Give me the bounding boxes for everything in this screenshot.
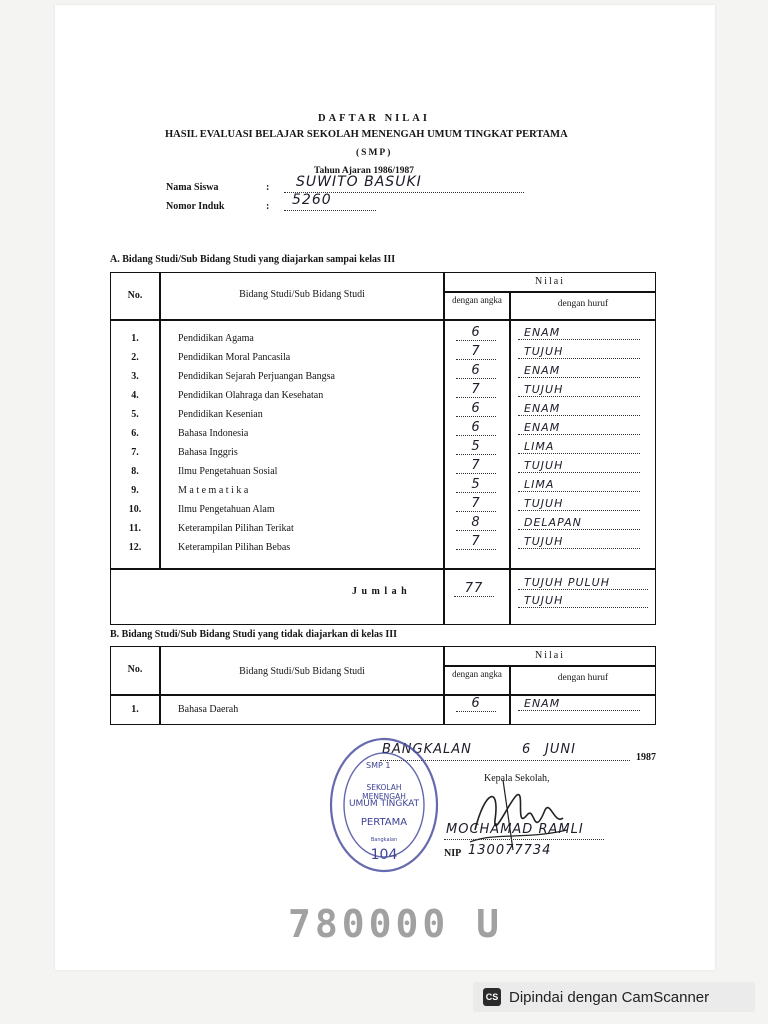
subject-name: Ilmu Pengetahuan Alam — [178, 504, 275, 515]
row-number: 12. — [128, 542, 142, 553]
subject-name: Ilmu Pengetahuan Sosial — [178, 466, 278, 477]
student-id-value: 5260 — [292, 192, 332, 208]
col-header-subject: Bidang Studi/Sub Bidang Studi — [239, 666, 365, 677]
student-id-label: Nomor Induk — [166, 201, 225, 212]
student-name-label: Nama Siswa — [166, 182, 219, 193]
camscanner-text: Dipindai dengan CamScanner — [509, 988, 710, 1006]
total-words-line2: TUJUH — [518, 594, 648, 608]
grade-words: LIMA — [518, 440, 640, 454]
document-level: (SMP) — [356, 148, 393, 158]
section-b-heading: B. Bidang Studi/Sub Bidang Studi yang tidak diajarkan di kelas III — [110, 629, 398, 640]
grade-words: ENAM — [518, 421, 640, 435]
signature-day: 6 — [522, 742, 532, 757]
grade-words: TUJUH — [518, 459, 640, 473]
grade-number: 6 — [456, 326, 496, 341]
row-number: 1. — [131, 333, 139, 344]
grade-number: 7 — [456, 497, 496, 512]
grade-number: 5 — [456, 440, 496, 455]
subject-name: Keterampilan Pilihan Terikat — [178, 523, 294, 534]
section-a-heading: A. Bidang Studi/Sub Bidang Studi yang diajarkan sampai kelas III — [110, 254, 396, 265]
document-subtitle: HASIL EVALUASI BELAJAR SEKOLAH MENENGAH UMUM TINGKAT PERTAMA — [165, 129, 568, 140]
subject-name: Pendidikan Moral Pancasila — [178, 352, 291, 363]
grade-words: DELAPAN — [518, 516, 640, 530]
colon: : — [266, 201, 270, 212]
col-header-angka: dengan angka — [452, 669, 502, 679]
stamp-line1: SEKOLAH MENENGAH — [362, 783, 406, 801]
col-header-huruf: dengan huruf — [557, 299, 609, 309]
grade-words: TUJUH — [518, 383, 640, 397]
col-header-no: No. — [127, 664, 143, 675]
subject-name: Keterampilan Pilihan Bebas — [178, 542, 291, 553]
subject-name: Bahasa Inggris — [178, 447, 238, 458]
grade-words: ENAM — [518, 697, 640, 711]
subject-name: Bahasa Daerah — [178, 704, 239, 715]
grade-number: 6 — [456, 402, 496, 417]
grade-words: TUJUH — [518, 535, 640, 549]
school-year: Tahun Ajaran 1986/1987 — [314, 166, 414, 176]
camscanner-badge — [473, 982, 755, 1012]
grade-words: ENAM — [518, 402, 640, 416]
subject-name: Pendidikan Sejarah Perjuangan Bangsa — [178, 371, 335, 382]
grade-words: TUJUH — [518, 497, 640, 511]
grade-words: ENAM — [518, 364, 640, 378]
stamp-line3: PERTAMA — [360, 817, 408, 828]
row-number: 5. — [131, 409, 139, 420]
total-label: J u m l a h — [352, 586, 408, 597]
subject-name: Bahasa Indonesia — [178, 428, 249, 439]
row-divider — [443, 291, 655, 293]
row-number: 7. — [131, 447, 139, 458]
col-divider — [159, 273, 161, 569]
col-header-angka: dengan angka — [452, 295, 502, 305]
col-divider — [443, 273, 445, 624]
row-number: 6. — [131, 428, 139, 439]
grade-number: 8 — [456, 516, 496, 531]
subject-name: Pendidikan Agama — [178, 333, 254, 344]
col-header-nilai: Nilai — [535, 276, 565, 287]
grade-number: 5 — [456, 478, 496, 493]
serial-number: 780000 U — [288, 902, 504, 946]
col-header-no: No. — [127, 290, 143, 301]
row-number: 4. — [131, 390, 139, 401]
grade-number: 7 — [456, 459, 496, 474]
col-divider — [509, 292, 511, 624]
grade-number: 7 — [456, 535, 496, 550]
subject-name: Pendidikan Olahraga dan Kesehatan — [178, 390, 324, 401]
colon: : — [266, 182, 270, 193]
total-number: 77 — [454, 582, 494, 597]
nip-value: 130077734 — [468, 843, 552, 858]
grade-words: LIMA — [518, 478, 640, 492]
row-number: 8. — [131, 466, 139, 477]
total-words-line1: TUJUH PULUH — [518, 576, 648, 590]
row-number: 2. — [131, 352, 139, 363]
grade-number: 6 — [456, 364, 496, 379]
signature-role: Kepala Sekolah, — [484, 773, 550, 784]
signature-month: JUNI — [545, 742, 576, 757]
subject-name: Pendidikan Kesenian — [178, 409, 263, 420]
col-divider — [159, 647, 161, 724]
col-header-huruf: dengan huruf — [557, 673, 609, 683]
grade-words: TUJUH — [518, 345, 640, 359]
camscanner-logo-icon: CS — [483, 988, 501, 1006]
subject-name: M a t e m a t i k a — [178, 485, 249, 496]
signature-year: 1987 — [636, 752, 656, 763]
document-title: DAFTAR NILAI — [318, 113, 430, 124]
col-header-subject: Bidang Studi/Sub Bidang Studi — [239, 289, 365, 300]
grade-number: 7 — [456, 383, 496, 398]
grade-words: ENAM — [518, 326, 640, 340]
row-divider — [111, 568, 655, 570]
nip-label: NIP — [444, 848, 462, 859]
student-name-value: SUWITO BASUKI — [296, 174, 422, 190]
grade-number: 7 — [456, 345, 496, 360]
stamp-city: Bangkalan — [370, 837, 398, 843]
row-number: 9. — [131, 485, 139, 496]
stamp-line2: UMUM TINGKAT — [348, 799, 420, 809]
row-divider — [111, 319, 655, 321]
row-number: 3. — [131, 371, 139, 382]
row-divider — [111, 694, 655, 696]
school-stamp — [328, 735, 440, 875]
grade-number: 6 — [456, 697, 496, 712]
signature-name: MOCHAMAD RAMLI — [446, 822, 584, 837]
row-number: 1. — [131, 704, 139, 715]
stamp-number: 104 — [370, 847, 398, 863]
signature-place: BANGKALAN — [382, 742, 472, 757]
grade-number: 6 — [456, 421, 496, 436]
row-number: 10. — [128, 504, 142, 515]
row-number: 11. — [129, 523, 141, 534]
stamp-school: SMP 1 — [366, 761, 391, 770]
col-header-nilai: Nilai — [535, 650, 565, 661]
row-divider — [443, 665, 655, 667]
